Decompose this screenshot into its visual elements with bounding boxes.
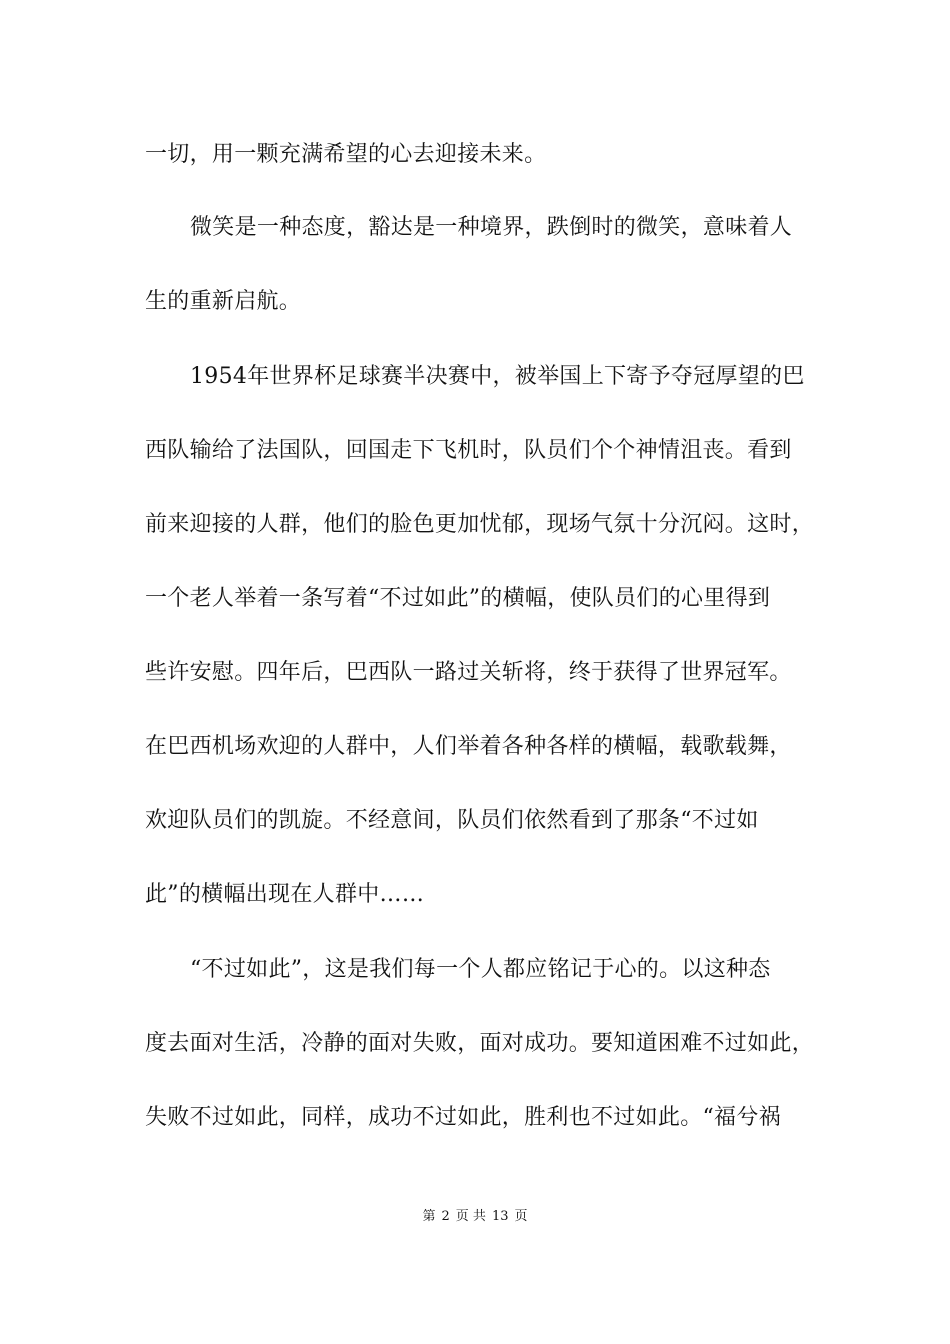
text-line-13: 度去面对生活，冷静的面对失败，面对成功。要知道困难不过如此， [145,1031,815,1056]
text-line-4: 1954年世界杯足球赛半决赛中，被举国上下寄予夺冠厚望的巴 [190,364,805,389]
text-line-9: 在巴西机场欢迎的人群中，人们举着各种各样的横幅，载歌载舞， [145,734,792,759]
text-line-12: “不过如此”，这是我们每一个人都应铭记于心的。以这种态 [190,957,771,982]
text-line-1: 一切，用一颗充满希望的心去迎接未来。 [145,142,547,167]
text-line-7: 一个老人举着一条写着“不过如此”的横幅，使队员们的心里得到 [145,586,771,611]
footer-current-page: 2 [441,1209,450,1224]
text-line-3: 生的重新启航。 [145,289,302,314]
footer-total-pages: 13 [491,1209,509,1224]
footer-prefix: 第 [422,1209,436,1224]
text-line-11: 此”的横幅出现在人群中…… [145,882,425,907]
page-footer [0,1208,950,1226]
text-line-14: 失败不过如此，同样，成功不过如此，胜利也不过如此。“福兮祸 [145,1105,781,1130]
footer-mid: 页 共 [455,1209,486,1224]
text-line-5: 西队输给了法国队，回国走下飞机时，队员们个个神情沮丧。看到 [145,438,792,463]
text-line-10: 欢迎队员们的凯旋。不经意间，队员们依然看到了那条“不过如 [145,808,759,833]
footer-suffix: 页 [514,1209,528,1224]
text-line-6: 前来迎接的人群，他们的脸色更加忧郁，现场气氛十分沉闷。这时， [145,512,815,537]
text-line-8: 些许安慰。四年后，巴西队一路过关斩将，终于获得了世界冠军。 [145,660,792,685]
text-line-2: 微笑是一种态度，豁达是一种境界，跌倒时的微笑，意味着人 [190,215,793,240]
